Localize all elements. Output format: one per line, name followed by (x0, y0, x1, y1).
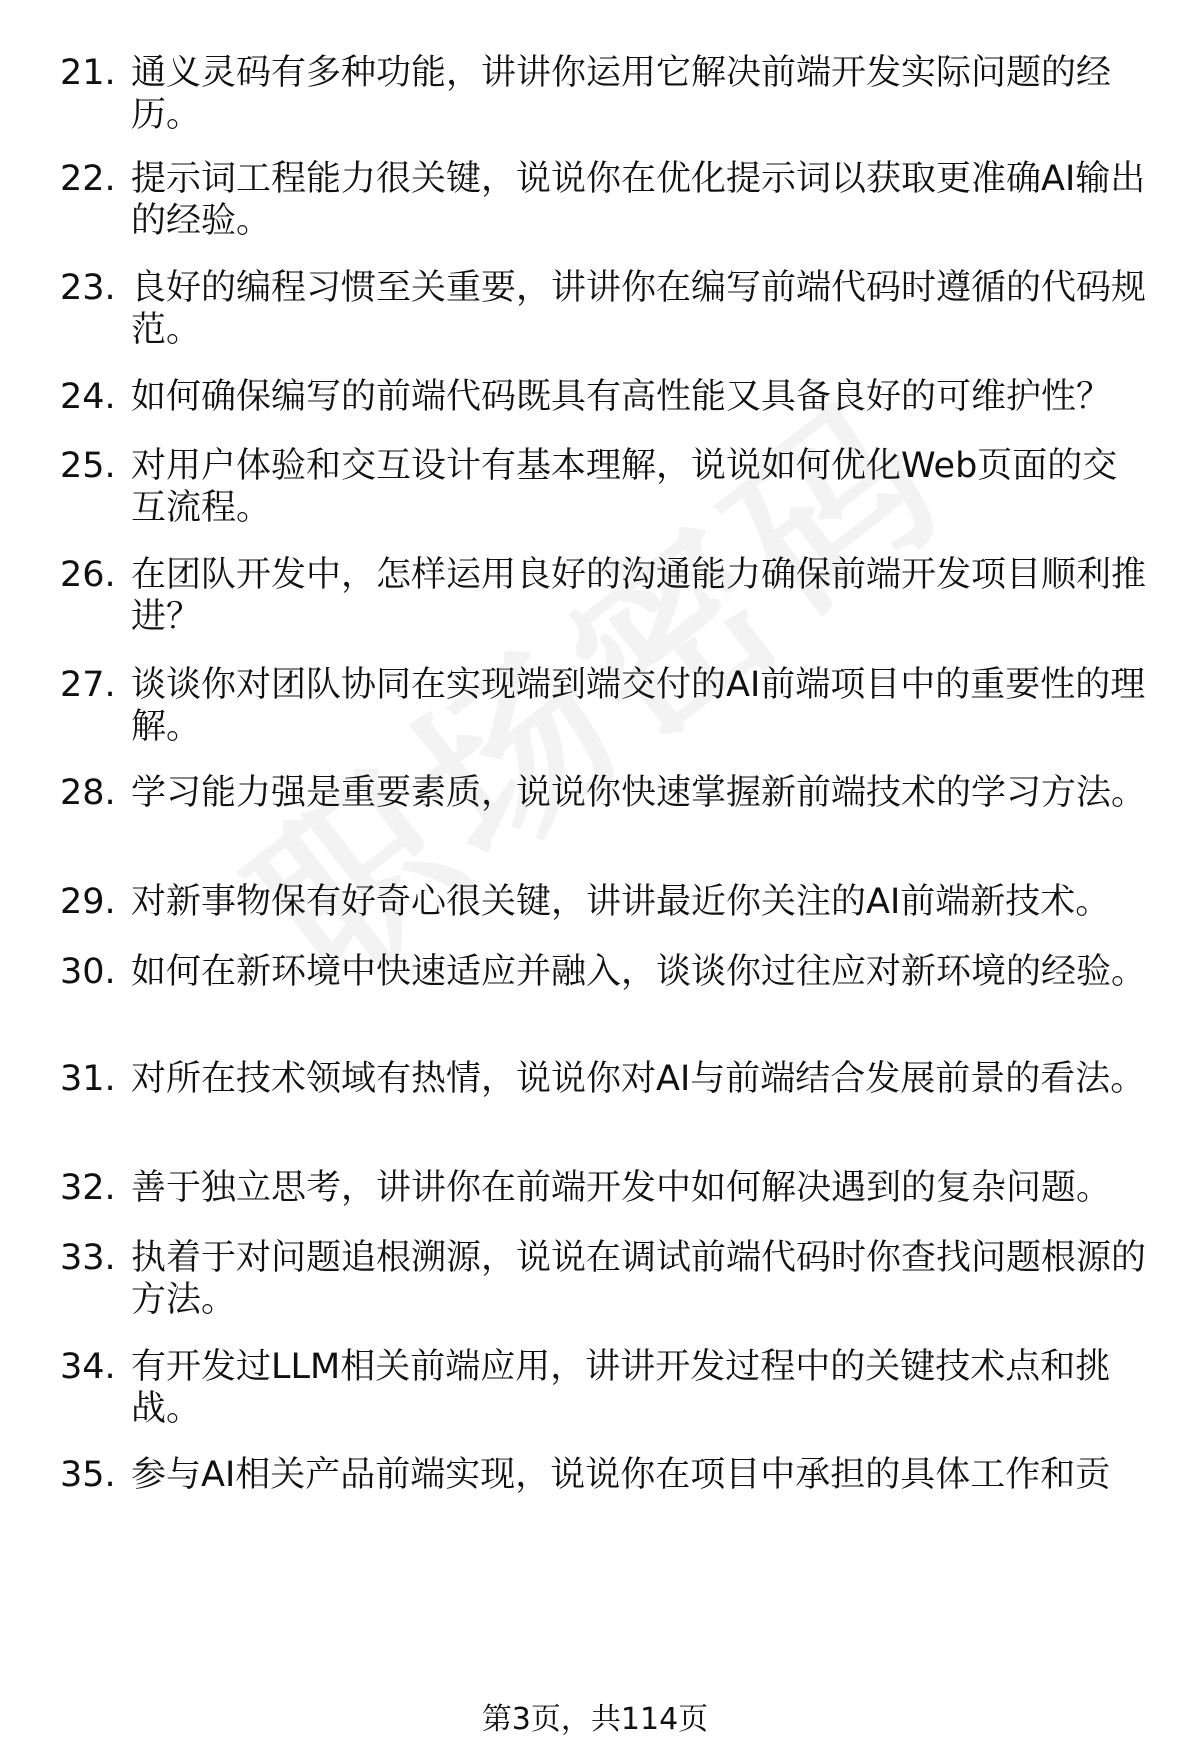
question-item (60, 772, 1150, 814)
question-item (60, 1237, 1150, 1321)
question-number: 26. (60, 555, 116, 595)
question-number: 35. (60, 1455, 116, 1495)
question-number: 23. (60, 268, 116, 308)
question-number: 30. (60, 952, 116, 992)
question-item (60, 1167, 1150, 1209)
question-number: 21. (60, 53, 116, 93)
question-number: 25. (60, 446, 116, 486)
question-item (60, 1058, 1150, 1100)
question-item (60, 376, 1150, 418)
question-text: 对新事物保有好奇心很关键，讲讲最近你关注的AI前端新技术。 (131, 882, 1111, 922)
question-number: 28. (60, 773, 116, 813)
question-text: 谈谈你对团队协同在实现端到端交付的AI前端项目中的重要性的理解。 (131, 665, 1146, 747)
question-number: 32. (60, 1168, 116, 1208)
question-number: 24. (60, 377, 116, 417)
question-number: 22. (60, 159, 116, 199)
question-item (60, 1454, 1150, 1496)
question-text: 执着于对问题追根溯源，说说在调试前端代码时你查找问题根源的方法。 (131, 1238, 1147, 1320)
question-item (60, 267, 1150, 351)
question-text: 对用户体验和交互设计有基本理解，说说如何优化Web页面的交互流程。 (131, 446, 1118, 528)
question-item (60, 554, 1150, 638)
question-item (60, 664, 1150, 748)
question-number: 27. (60, 665, 116, 705)
question-item (60, 158, 1150, 242)
question-text: 提示词工程能力很关键，说说你在优化提示词以获取更准确AI输出的经验。 (131, 159, 1146, 241)
question-text: 在团队开发中，怎样运用良好的沟通能力确保前端开发项目顺利推进？ (131, 555, 1147, 637)
question-text: 学习能力强是重要素质，说说你快速掌握新前端技术的学习方法。 (131, 773, 1147, 813)
question-text: 如何确保编写的前端代码既具有高性能又具备良好的可维护性？ (131, 377, 1112, 417)
question-item (60, 1346, 1150, 1430)
question-item (60, 445, 1150, 529)
question-text: 如何在新环境中快速适应并融入，谈谈你过往应对新环境的经验。 (131, 952, 1147, 992)
question-number: 29. (60, 882, 116, 922)
question-item (60, 951, 1150, 993)
question-number: 34. (60, 1347, 116, 1387)
question-item (60, 881, 1150, 923)
question-text: 良好的编程习惯至关重要，讲讲你在编写前端代码时遵循的代码规范。 (131, 268, 1147, 350)
page-footer: 第3页，共114页 (481, 1702, 709, 1737)
question-item (60, 52, 1150, 136)
question-number: 31. (60, 1059, 116, 1099)
question-text: 对所在技术领域有热情，说说你对AI与前端结合发展前景的看法。 (131, 1059, 1146, 1099)
question-text: 善于独立思考，讲讲你在前端开发中如何解决遇到的复杂问题。 (131, 1168, 1112, 1208)
question-text: 参与AI相关产品前端实现，说说你在项目中承担的具体工作和贡 (131, 1455, 1111, 1495)
question-text: 通义灵码有多种功能，讲讲你运用它解决前端开发实际问题的经历。 (131, 53, 1112, 135)
question-number: 33. (60, 1238, 116, 1278)
question-text: 有开发过LLM相关前端应用，讲讲开发过程中的关键技术点和挑战。 (131, 1347, 1111, 1429)
